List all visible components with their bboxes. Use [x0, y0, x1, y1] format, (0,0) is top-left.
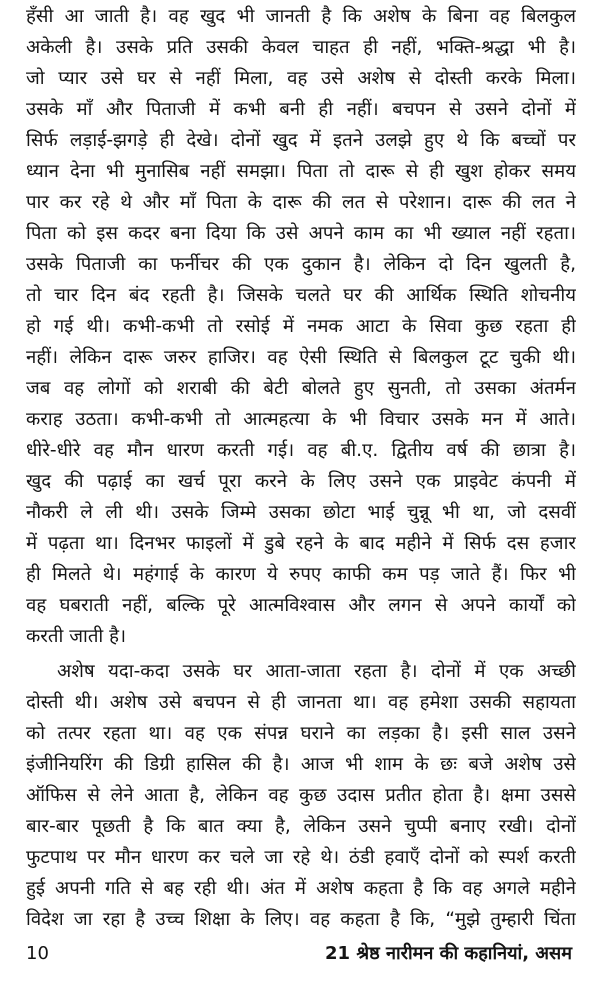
text-line: हुई अपनी गति से बह रही थी। अंत में अशेष कहता है कि वह अगले महीने: [26, 878, 576, 899]
text-line: हो गई थी। कभी-कभी तो रसोई में नमक आटा के सिवा कुछ रहता ही: [26, 316, 576, 337]
text-line: उसके माँ और पिताजी में कभी बनी ही नहीं। बचपन से उसने दोनों में: [26, 99, 576, 120]
page-number: 10: [26, 943, 49, 964]
text-line: ध्यान देना भी मुनासिब नहीं समझा। पिता तो दारू से ही खुश होकर समय: [26, 161, 576, 182]
text-line: कराह उठता। कभी-कभी तो आत्महत्या के भी विचार उसके मन में आते।: [26, 409, 576, 430]
text-line: पार कर रहे थे और माँ पिता के दारू की लत से परेशान। दारू की लत ने: [26, 192, 576, 213]
text-line: दोस्ती थी। अशेष उसे बचपन से ही जानता था। वह हमेशा उसकी सहायता: [26, 692, 576, 713]
text-line: जब वह लोगों को शराबी की बेटी बोलते हुए सुनती, तो उसका अंतर्मन: [26, 378, 576, 399]
text-line: सिर्फ लड़ाई-झगड़े ही देखे। दोनों खुद में इतने उलझे हुए थे कि बच्चों पर: [26, 130, 576, 151]
text-line: उसके पिताजी का फर्नीचर की एक दुकान है। लेकिन दो दिन खुलती है,: [26, 254, 576, 275]
text-line: विदेश जा रहा है उच्च शिक्षा के लिए। वह कहता है कि, “मुझे तुम्हारी चिंता: [26, 909, 576, 930]
text-line: ऑफिस से लेने आता है, लेकिन वह कुछ उदास प्रतीत होता है। क्षमा उससे: [26, 785, 576, 806]
text-line: अकेली है। उसके प्रति उसकी केवल चाहत ही नहीं, भक्ति-श्रद्धा भी है।: [26, 37, 576, 58]
text-line: इंजीनियरिंग की डिग्री हासिल की है। आज भी शाम के छः बजे अशेष उसे: [26, 754, 576, 775]
text-line: में पढ़ता था। दिनभर फाइलों में डुबे रहने के बाद महीने में सिर्फ दस हजार: [26, 533, 576, 554]
text-line: नहीं। लेकिन दारू जरुर हाजिर। वह ऐसी स्थिति से बिलकुल टूट चुकी थी।: [26, 347, 576, 368]
text-line: वह घबराती नहीं, बल्कि पूरे आत्मविश्वास और लगन से अपने कार्यों को: [26, 595, 576, 616]
text-line: हँसी आ जाती है। वह खुद भी जानती है कि अशेष के बिना वह बिलकुल: [26, 6, 576, 27]
text-line: धीरे-धीरे वह मौन धारण करती गई। वह बी.ए. द्वितीय वर्ष की छात्रा है।: [26, 440, 576, 461]
paragraph-last-line: करती जाती है।: [26, 626, 127, 647]
text-line: ही मिलते थे। महंगाई के कारण ये रुपए काफी कम पड़ जाते हैं। फिर भी: [26, 564, 576, 585]
text-line: जो प्यार उसे घर से नहीं मिला, वह उसे अशेष से दोस्ती करके मिला।: [26, 68, 576, 89]
text-line: नौकरी ले ली थी। उसके जिम्मे उसका छोटा भाई चुन्नू भी था, जो दसवीं: [26, 502, 576, 523]
running-footer-title: 21 श्रेष्ठ नारीमन की कहानियां, असम: [325, 943, 572, 964]
text-line: खुद की पढ़ाई का खर्च पूरा करने के लिए उसने एक प्राइवेट कंपनी में: [26, 471, 576, 492]
text-line: तो चार दिन बंद रहती है। जिसके चलते घर की आर्थिक स्थिति शोचनीय: [26, 285, 576, 306]
paragraph-first-line: अशेष यदा-कदा उसके घर आता-जाता रहता है। दोनों में एक अच्छी: [57, 661, 576, 682]
text-line: पिता को इस कदर बना दिया कि उसे अपने काम का भी ख्याल नहीं रहता।: [26, 223, 576, 244]
text-line: बार-बार पूछती है कि बात क्या है, लेकिन उसने चुप्पी बनाए रखी। दोनों: [26, 816, 576, 837]
text-line: को तत्पर रहता था। वह एक संपन्न घराने का लड़का है। इसी साल उसने: [26, 723, 576, 744]
text-line: फुटपाथ पर मौन धारण कर चले जा रहे थे। ठंडी हवाएँ दोनों को स्पर्श करती: [26, 847, 576, 868]
